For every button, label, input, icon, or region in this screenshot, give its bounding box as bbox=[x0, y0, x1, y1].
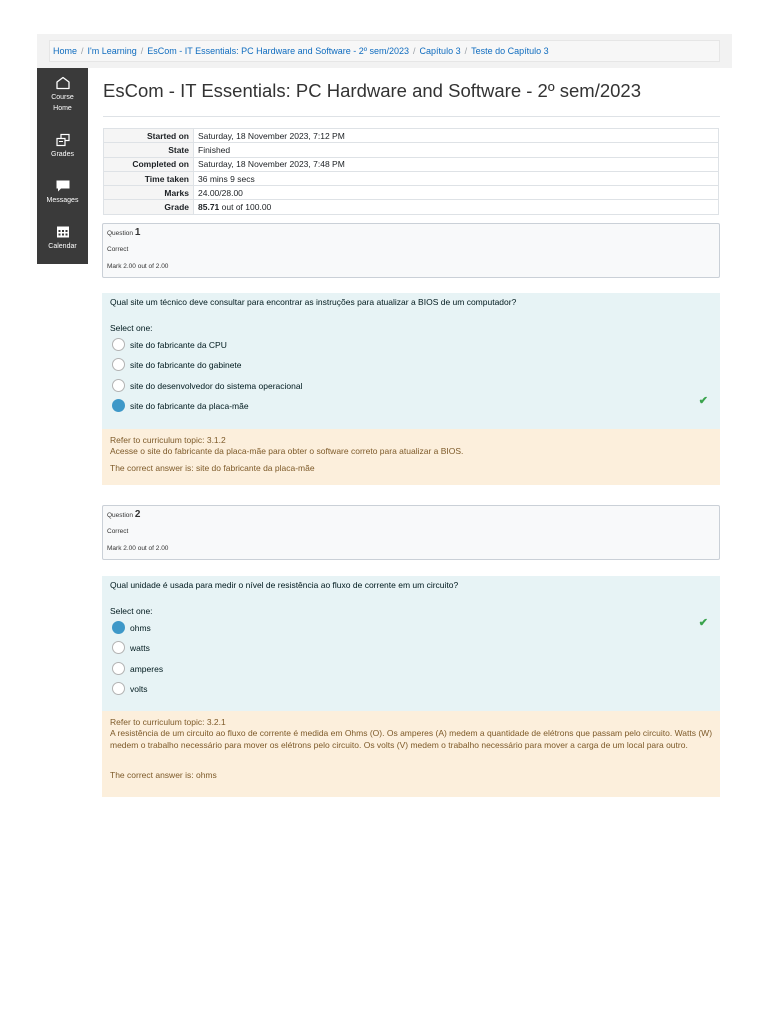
page-title: EsCom - IT Essentials: PC Hardware and Software - 2º sem/2023 bbox=[103, 80, 641, 101]
question-number bbox=[107, 227, 140, 238]
breadcrumb-separator: / bbox=[81, 46, 84, 56]
question-mark: Mark 2.00 out of 2.00 bbox=[107, 545, 169, 552]
feedback-box bbox=[102, 429, 720, 485]
summary-label: Marks bbox=[104, 186, 194, 200]
calendar-icon bbox=[55, 225, 71, 239]
radio-button[interactable] bbox=[112, 662, 125, 675]
summary-value: 24.00/28.00 bbox=[194, 186, 719, 200]
attempt-summary-table bbox=[103, 128, 719, 215]
question-label: Question bbox=[107, 512, 134, 519]
answer-option-label: ohms bbox=[130, 623, 151, 633]
feedback-topic: Refer to curriculum topic: 3.1.2 bbox=[110, 435, 226, 445]
summary-row bbox=[104, 157, 719, 171]
breadcrumb-course[interactable]: EsCom - IT Essentials: PC Hardware and Software - 2º sem/2023 bbox=[147, 46, 410, 56]
breadcrumb-home[interactable]: Home bbox=[53, 46, 78, 56]
feedback-explanation: Acesse o site do fabricante da placa-mãe para obter o software correto para atualizar a BIOS. bbox=[110, 446, 464, 456]
nav-course-home-label-2: Home bbox=[53, 105, 72, 112]
nav-messages[interactable] bbox=[37, 179, 88, 206]
grades-icon bbox=[55, 133, 71, 147]
correct-answer: The correct answer is: ohms bbox=[110, 770, 217, 780]
correct-check-icon: ✔ bbox=[698, 617, 708, 629]
home-icon bbox=[55, 76, 71, 90]
summary-row bbox=[104, 143, 719, 157]
nav-course-home[interactable] bbox=[37, 76, 88, 114]
grade-suffix: out of 100.00 bbox=[219, 202, 272, 213]
question-text: Qual site um técnico deve consultar para encontrar as instruções para atualizar a BIOS de um computador? bbox=[110, 297, 517, 307]
feedback-topic: Refer to curriculum topic: 3.2.1 bbox=[110, 717, 226, 727]
radio-button[interactable] bbox=[112, 338, 125, 351]
question-text: Qual unidade é usada para medir o nível de resistência ao fluxo de corrente em um circuito? bbox=[110, 580, 459, 590]
title-divider bbox=[103, 116, 720, 117]
answer-option-label: site do desenvolvedor do sistema operacional bbox=[130, 381, 303, 391]
answer-option-label: watts bbox=[130, 643, 150, 653]
breadcrumb-separator: / bbox=[464, 46, 468, 56]
summary-label: State bbox=[104, 143, 194, 157]
answer-option[interactable] bbox=[112, 621, 151, 635]
radio-button[interactable] bbox=[112, 358, 125, 371]
answer-option[interactable] bbox=[112, 682, 147, 696]
side-navigation bbox=[37, 68, 88, 264]
radio-button[interactable] bbox=[112, 641, 125, 654]
answer-option[interactable] bbox=[112, 399, 249, 413]
feedback-explanation: A resistência de um circuito ao fluxo de corrente é medida em Ohms (O). Os amperes (A) medem a quantidade de elétrons que passam pelo circuito. Watts (W) medem o trabalho necessário para mover os elétrons pelo circuito. Os volts (V) medem o trabalho necessário para mover a carga de um local para outro. bbox=[110, 728, 713, 750]
question-mark: Mark 2.00 out of 2.00 bbox=[107, 263, 169, 270]
question-number-value: 1 bbox=[134, 227, 141, 238]
answer-option[interactable] bbox=[112, 641, 150, 655]
nav-course-home-label-1: Course bbox=[51, 94, 74, 101]
question-info bbox=[102, 223, 720, 278]
answer-option[interactable] bbox=[112, 379, 302, 393]
radio-button-selected[interactable] bbox=[112, 621, 125, 634]
answer-option-label: site do fabricante do gabinete bbox=[130, 360, 242, 370]
breadcrumb-chapter[interactable]: Capítulo 3 bbox=[419, 46, 461, 56]
answer-option[interactable] bbox=[112, 338, 227, 352]
summary-value bbox=[194, 200, 719, 214]
summary-row bbox=[104, 200, 719, 214]
answer-option-label: site do fabricante da placa-mãe bbox=[130, 401, 249, 411]
nav-grades-label: Grades bbox=[51, 151, 74, 158]
summary-value: Saturday, 18 November 2023, 7:48 PM bbox=[194, 157, 719, 171]
question-info bbox=[102, 505, 720, 560]
summary-value: Saturday, 18 November 2023, 7:12 PM bbox=[194, 129, 719, 143]
answer-option[interactable] bbox=[112, 358, 242, 372]
breadcrumb-separator: / bbox=[413, 46, 416, 56]
summary-value: Finished bbox=[194, 143, 719, 157]
correct-answer: The correct answer is: site do fabricante da placa-mãe bbox=[110, 463, 315, 473]
breadcrumb bbox=[49, 40, 720, 62]
radio-button[interactable] bbox=[112, 682, 125, 695]
nav-calendar-label: Calendar bbox=[48, 243, 77, 250]
question-number bbox=[107, 509, 140, 520]
message-icon bbox=[55, 179, 71, 193]
feedback-box bbox=[102, 711, 720, 797]
nav-calendar[interactable] bbox=[37, 225, 88, 252]
answer-option-label: site do fabricante da CPU bbox=[130, 340, 227, 350]
nav-messages-label: Messages bbox=[46, 197, 79, 204]
breadcrumb-separator: / bbox=[140, 46, 144, 56]
summary-row bbox=[104, 171, 719, 185]
summary-value: 36 mins 9 secs bbox=[194, 171, 719, 185]
question-state: Correct bbox=[107, 246, 129, 253]
question-label: Question bbox=[107, 230, 134, 237]
breadcrumb-quiz[interactable]: Teste do Capítulo 3 bbox=[471, 46, 549, 56]
summary-row bbox=[104, 129, 719, 143]
answer-option[interactable] bbox=[112, 662, 163, 676]
summary-label: Completed on bbox=[104, 157, 194, 171]
answer-option-label: volts bbox=[130, 684, 148, 694]
question-content bbox=[102, 576, 720, 711]
question-state: Correct bbox=[107, 528, 129, 535]
select-one-label: Select one: bbox=[110, 606, 153, 616]
answer-option-label: amperes bbox=[130, 664, 164, 674]
question-number-value: 2 bbox=[134, 509, 141, 520]
radio-button-selected[interactable] bbox=[112, 399, 125, 412]
summary-label: Grade bbox=[104, 200, 194, 214]
nav-grades[interactable] bbox=[37, 133, 88, 160]
breadcrumb-im-learning[interactable]: I'm Learning bbox=[87, 46, 137, 56]
summary-label: Started on bbox=[104, 129, 194, 143]
grade-value: 85.71 bbox=[198, 202, 220, 213]
select-one-label: Select one: bbox=[110, 323, 153, 333]
summary-label: Time taken bbox=[104, 171, 194, 185]
correct-check-icon: ✔ bbox=[698, 395, 708, 407]
question-content bbox=[102, 293, 720, 429]
summary-row bbox=[104, 186, 719, 200]
radio-button[interactable] bbox=[112, 379, 125, 392]
breadcrumb-bar bbox=[37, 34, 732, 68]
